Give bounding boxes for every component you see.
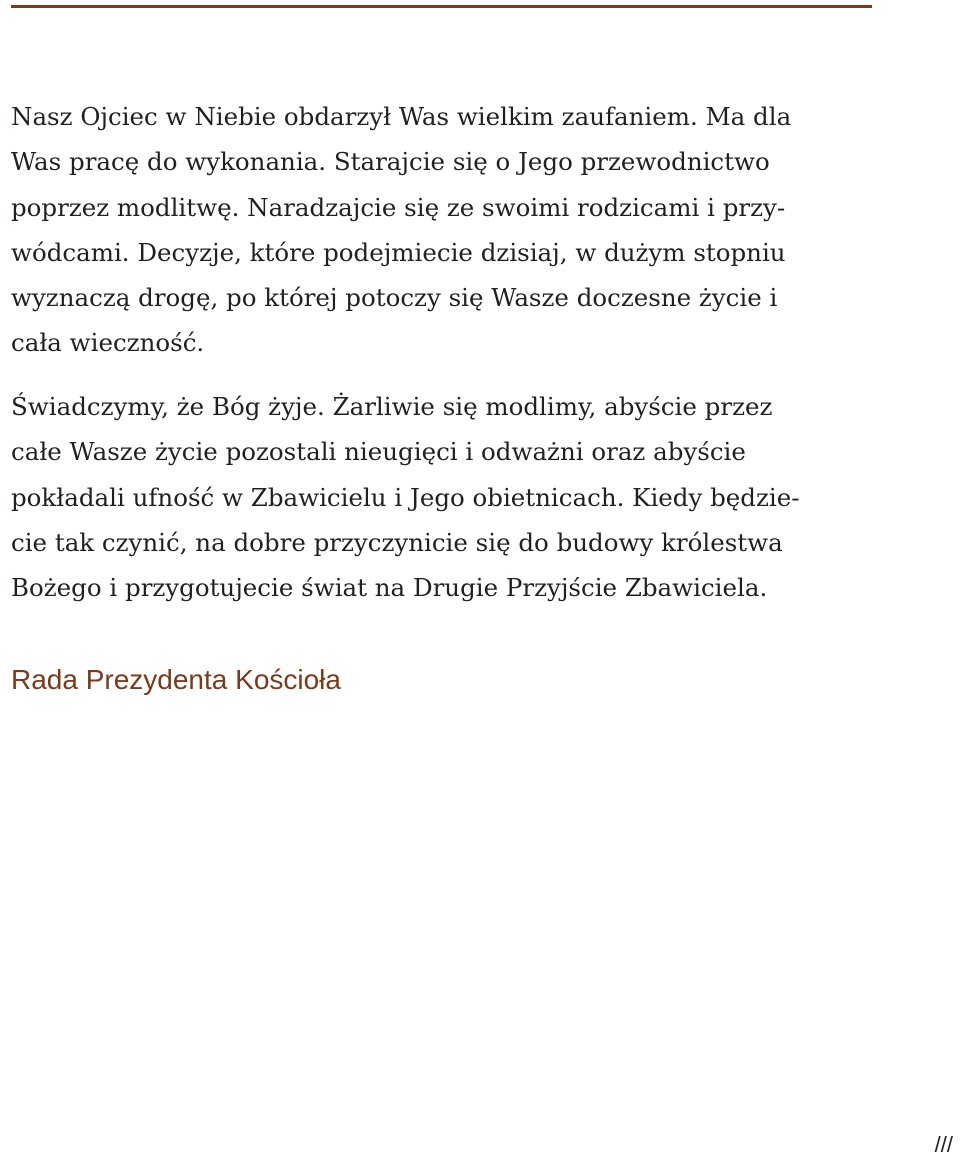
paragraph-1-line: poprzez modlitwę. Naradzajcie się ze swoimi rodzicami i przy- [11,192,786,222]
paragraph-2 [11,384,891,610]
top-rule [11,5,872,8]
paragraph-1 [11,94,891,366]
paragraph-1-line: wyznaczą drogę, po której potoczy się Wasze doczesne życie i [11,283,778,313]
paragraph-1-line: wódcami. Decyzje, które podejmiecie dzisiaj, w dużym stopniu [11,237,786,267]
signature: Rada Prezydenta Kościoła [11,664,341,695]
paragraph-2-line: pokładali ufność w Zbawicielu i Jego obietnicach. Kiedy będzie- [11,482,800,512]
paragraph-2-line: Bożego i przygotujecie świat na Drugie Przyjście Zbawiciela. [11,573,768,603]
paragraph-1-line: cała wieczność. [11,328,205,358]
paragraph-1-line: Was pracę do wykonania. Starajcie się o Jego przewodnictwo [11,147,770,177]
paragraph-2-line: cie tak czynić, na dobre przyczynicie się do budowy królestwa [11,527,783,557]
page-marker: /// [934,1132,953,1157]
paragraph-1-line: Nasz Ojciec w Niebie obdarzył Was wielkim zaufaniem. Ma dla [11,102,792,131]
paragraph-2-line: Świadczymy, że Bóg żyje. Żarliwie się modlimy, abyście przez [11,392,773,421]
paragraph-2-line: całe Wasze życie pozostali nieugięci i odważni oraz abyście [11,437,746,467]
